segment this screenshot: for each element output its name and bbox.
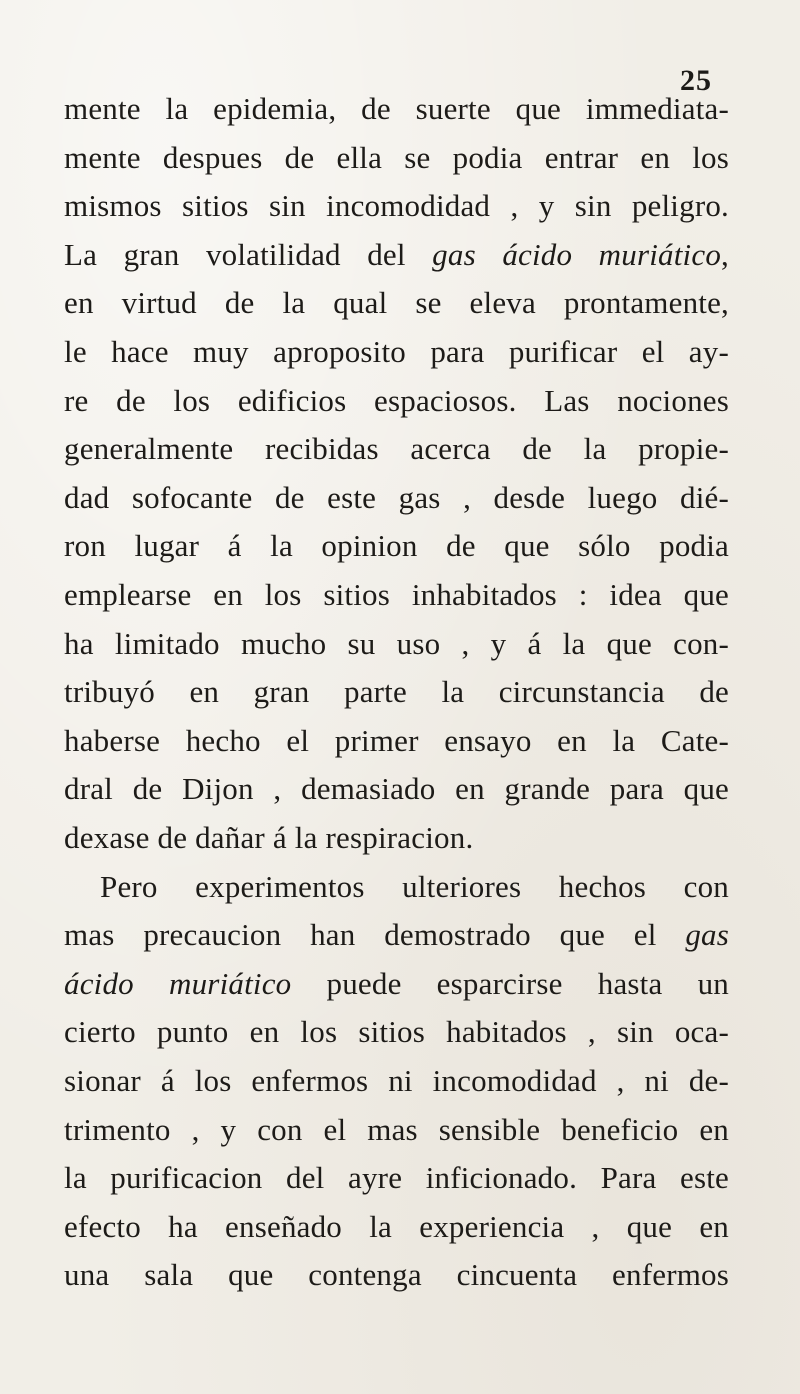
text-line <box>64 331 729 375</box>
line-text: efecto ha enseñado la experiencia , que en <box>64 1208 729 1244</box>
line-text: ron lugar á la opinion de que sólo podia <box>64 528 729 564</box>
line-text: Pero experimentos ulteriores hechos con <box>100 868 729 904</box>
text-line <box>64 428 729 472</box>
line-text: mente despues de ella se podia entrar en los <box>64 139 729 175</box>
text-line <box>100 866 729 910</box>
line-text: mismos sitios sin incomodidad , y sin peligro. <box>64 188 729 224</box>
line-text: mas precaucion han demostrado que el <box>64 917 686 953</box>
text-line <box>64 574 729 618</box>
text-line <box>64 137 729 181</box>
line-text: le hace muy aproposito para purificar el ay- <box>64 334 729 369</box>
line-text: dad sofocante de este gas , desde luego dié- <box>64 479 729 515</box>
line-text: , <box>721 236 729 272</box>
text-line <box>64 282 729 326</box>
text-line <box>64 1060 729 1104</box>
line-text: generalmente recibidas acerca de la propie- <box>64 431 729 467</box>
text-line <box>64 1109 729 1153</box>
line-text: haberse hecho el primer ensayo en la Cate- <box>64 722 729 758</box>
text-line <box>64 768 729 812</box>
text-line <box>64 234 729 278</box>
text-line <box>64 914 729 958</box>
line-text: sionar á los enfermos ni incomodidad , ni de- <box>64 1063 729 1098</box>
text-line <box>64 1157 729 1201</box>
text-line <box>64 380 729 424</box>
line-text: ha limitado mucho su uso , y á la que con- <box>64 625 729 661</box>
text-line <box>64 671 729 715</box>
line-text: trimento , y con el mas sensible beneficio en <box>64 1111 729 1147</box>
line-text: dral de Dijon , demasiado en grande para que <box>64 771 729 807</box>
text-line <box>64 477 729 521</box>
line-text: emplearse en los sitios inhabitados : idea que <box>64 577 729 612</box>
text-line <box>64 1254 729 1298</box>
line-text: dexase de dañar á la respiracion. <box>64 820 474 855</box>
text-line <box>64 720 729 764</box>
text-line <box>64 1206 729 1250</box>
line-text: re de los edificios espaciosos. Las nociones <box>64 382 729 418</box>
italic-term: ácido muriático <box>64 965 292 1001</box>
line-text: La gran volatilidad del <box>64 236 433 272</box>
text-line <box>64 623 729 667</box>
text-line <box>64 1011 729 1055</box>
line-text: cierto punto en los sitios habitados , sin oca- <box>64 1014 729 1050</box>
page-number: 25 <box>680 64 712 97</box>
italic-term: gas <box>685 917 729 953</box>
line-text: en virtud de la qual se eleva prontamente, <box>64 285 729 321</box>
line-text: tribuyó en gran parte la circunstancia de <box>64 674 729 710</box>
line-text: mente la epidemia, de suerte que immediata- <box>64 91 729 126</box>
italic-term: gas ácido muriático <box>432 236 722 272</box>
text-line <box>64 525 729 569</box>
text-line <box>64 88 729 132</box>
text-line <box>64 185 729 229</box>
text-line <box>64 963 729 1007</box>
line-text: la purificacion del ayre inficionado. Para este <box>64 1160 729 1196</box>
line-text: puede esparcirse hasta un <box>291 965 730 1001</box>
text-line <box>64 817 729 861</box>
line-text: una sala que contenga cincuenta enfermos <box>64 1257 729 1293</box>
